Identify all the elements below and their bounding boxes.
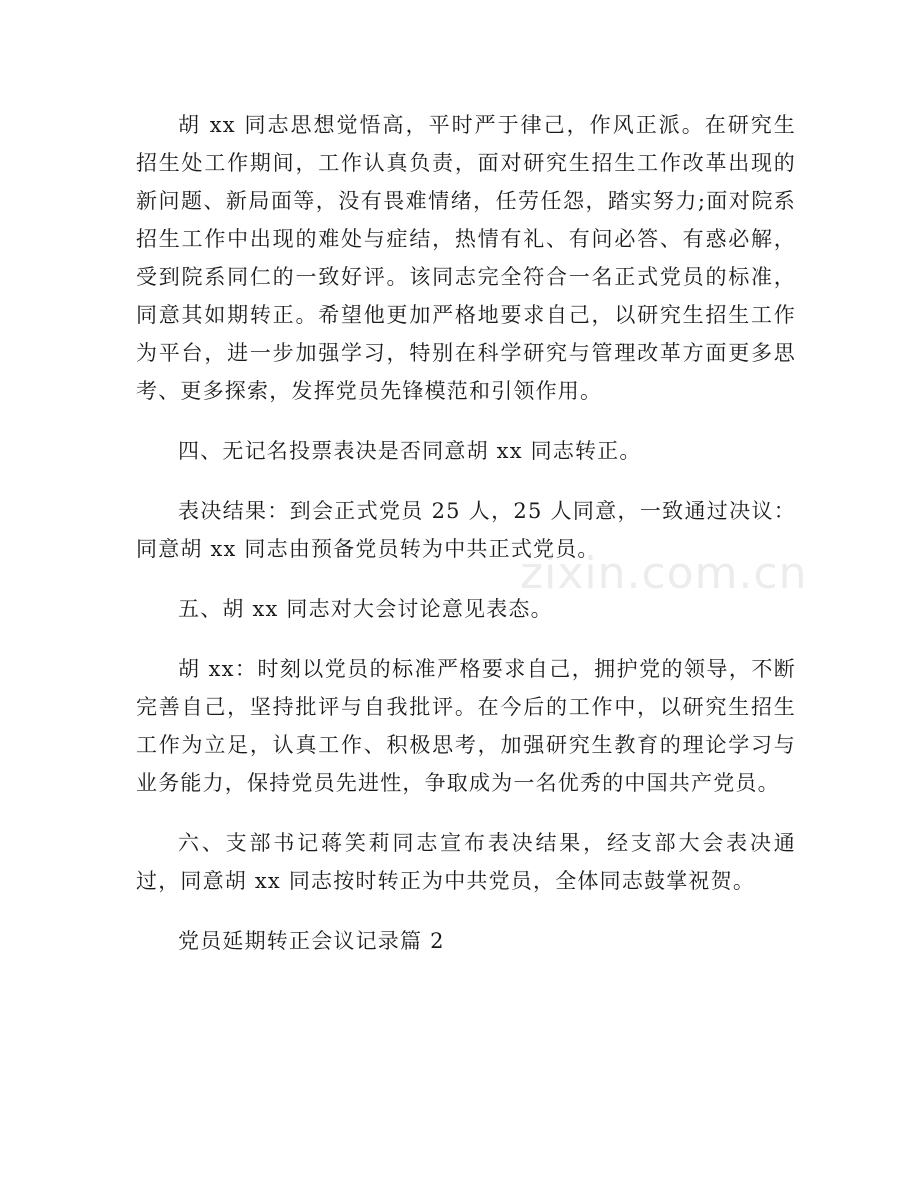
document-body (136, 106, 796, 982)
paragraph-item-five: 五、胡 xx 同志对大会讨论意见表态。 (178, 597, 553, 621)
paragraph-item-six: 六、支部书记蒋笑莉同志宣布表决结果，经支部大会表决通过，同意胡 xx 同志按时转正为中共党员，全体同志鼓掌祝贺。 (136, 831, 796, 893)
paragraph-vote-result: 表决结果：到会正式党员 25 人，25 人同意，一致通过决议：同意胡 xx 同志由预备党员转为中共正式党员。 (136, 499, 796, 561)
paragraph-item-four: 四、无记名投票表决是否同意胡 xx 同志转正。 (178, 439, 642, 463)
section-heading: 党员延期转正会议记录篇 2 (178, 929, 445, 953)
paragraph-statement: 胡 xx：时刻以党员的标准严格要求自己，拥护党的领导，不断完善自己，坚持批评与自我批评。在今后的工作中，以研究生招生工作为立足，认真工作、积极思考，加强研究生教育的理论学习与业务能力，保持党员先进性，争取成为一名优秀的中国共产党员。 (136, 657, 796, 795)
paragraph-evaluation: 胡 xx 同志思想觉悟高，平时严于律己，作风正派。在研究生招生处工作期间，工作认真负责，面对研究生招生工作改革出现的新问题、新局面等，没有畏难情绪，任劳任怨，踏实努力;面对院系招生工作中出现的难处与症结，热情有礼、有问必答、有惑必解，受到院系同仁的一致好评。该同志完全符合一名正式党员的标准，同意其如期转正。希望他更加严格地要求自己，以研究生招生工作为平台，进一步加强学习，特别在科学研究与管理改革方面更多思考、更多探索，发挥党员先锋模范和引领作用。 (136, 113, 796, 403)
watermark: zixin.com.cn (520, 548, 808, 599)
